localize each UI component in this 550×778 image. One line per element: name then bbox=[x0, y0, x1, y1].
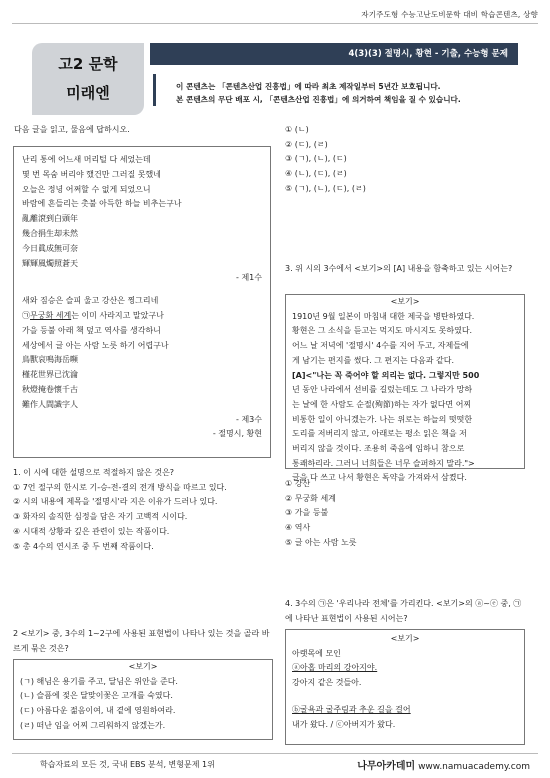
bogi-box-2 bbox=[13, 659, 273, 740]
bogi-line: 버리지 않을 것이다. 조용히 죽음에 임하니 참으로 bbox=[292, 444, 465, 454]
poem-line: 오늘은 정녕 어쩌할 수 없게 되었으니 bbox=[22, 184, 151, 194]
bogi-line: 년 동안 나라에서 선비를 길렀는데도 그 나라가 망하 bbox=[292, 385, 473, 395]
brand-url[interactable]: www.namuacademy.com bbox=[418, 762, 530, 772]
badge-title: 고2 문학 bbox=[58, 55, 118, 73]
poem-line: 몇 번 목숨 버리야 했건만 그러질 못했네 bbox=[22, 169, 161, 179]
poem-line: 槿花世界已沈淪 bbox=[22, 370, 78, 380]
poem-line: 今日眞成無可奈 bbox=[22, 243, 78, 253]
bogi-line: ⓐ아홉 마리의 강아지야. bbox=[292, 663, 378, 673]
option[interactable]: ④ (ㄴ), (ㄷ), (ㄹ) bbox=[285, 169, 347, 179]
bogi-line: 강아지 같은 것들아. bbox=[292, 678, 362, 688]
notice-line-1: 이 콘텐츠는 「콘텐츠산업 진흥법」에 따라 최초 제작일부터 5년간 보호됩니다. bbox=[176, 82, 441, 91]
top-caption: 자기주도형 수능고난도비문학 대비 학습콘텐츠, 상향 bbox=[361, 10, 538, 19]
poem-label-3: - 제3수 bbox=[236, 414, 262, 424]
bogi-line: 글을 다 쓰고 나서 황현은 독약을 가져와서 삼켰다. bbox=[292, 473, 467, 483]
question-2-options bbox=[285, 123, 525, 197]
question-3 bbox=[285, 262, 525, 277]
bogi-box-3 bbox=[285, 294, 525, 483]
poem-line-marked bbox=[22, 309, 262, 324]
poem-author: - 절명시, 황현 bbox=[212, 429, 262, 439]
option[interactable]: ⑤ (ㄱ), (ㄴ), (ㄷ), (ㄹ) bbox=[285, 183, 366, 193]
bogi-line: 황현은 그 소식을 듣고는 먹지도 마시지도 못하였다. bbox=[292, 326, 473, 336]
question-stem: 4. 3수의 ㉠은 '우리나라 전체'를 가리킨다. <보기>의 ⓐ~ⓔ 중, ㉠에 나타난 표현법이 사용된 시어는? bbox=[285, 599, 522, 623]
bogi-line: ⓑ굴욕과 굴주림과 추운 길을 걸어 bbox=[292, 704, 411, 714]
option[interactable]: ② 무궁화 세계 bbox=[285, 493, 336, 503]
option[interactable]: ③ 화자의 솔직한 심정을 담은 자기 고백적 시이다. bbox=[13, 512, 188, 522]
bogi-line: 1910년 9월 일본이 마침내 대한 제국을 병탄하였다. bbox=[292, 311, 475, 321]
poem-line: 秋燈掩卷懷千古 bbox=[22, 384, 78, 394]
bogi-line: 아랫목에 모인 bbox=[292, 648, 341, 658]
bogi-line: (ㄹ) 떠난 임을 어찌 그리워하지 않겠는가. bbox=[20, 720, 166, 730]
poem-line: 새와 짐승은 슬피 울고 강산은 찡그리네 bbox=[22, 296, 159, 306]
option[interactable]: ② (ㄷ), (ㄹ) bbox=[285, 139, 328, 149]
footer-tagline: 학습자료의 모든 것, 국내 EBS 분석, 변형문제 1위 bbox=[40, 760, 215, 769]
copyright-notice bbox=[176, 80, 516, 106]
poem-line: 가을 등불 아래 책 덮고 역사를 생각하니 bbox=[22, 325, 161, 335]
poem-line: 難作人間識字人 bbox=[22, 399, 78, 409]
option[interactable]: ④ 역사 bbox=[285, 523, 311, 533]
bogi-line: 도리를 저버리지 않고, 아래로는 평소 읽은 책을 저 bbox=[292, 429, 467, 439]
bogi-line: 게 남기는 편지를 썼다. 그 편지는 다음과 같다. bbox=[292, 355, 454, 365]
question-stem: 1. 이 시에 대한 설명으로 적절하지 않은 것은? bbox=[13, 468, 175, 477]
bogi-title: <보기> bbox=[390, 634, 420, 643]
question-2 bbox=[13, 627, 275, 656]
header-divider bbox=[12, 23, 538, 24]
mark-symbol: ㉠ bbox=[22, 310, 30, 320]
bogi-line: 비통한 일이 아니겠는가. 나는 위로는 하늘의 떳떳한 bbox=[292, 414, 473, 424]
poem-line: 鳥獸哀鳴海岳嚬 bbox=[22, 355, 78, 365]
bogi-line: (ㄴ) 슬픔에 젖은 달맞이꽃은 고개를 숙였다. bbox=[20, 691, 173, 701]
bogi-title: <보기> bbox=[390, 297, 420, 306]
option[interactable]: ④ 시대적 상황과 깊은 관련이 있는 작품이다. bbox=[13, 526, 170, 536]
question-3-options bbox=[285, 477, 525, 551]
bogi-line: 내가 왔다. / ⓒ아버지가 왔다. bbox=[292, 719, 396, 729]
option[interactable]: ③ (ㄱ), (ㄴ), (ㄷ) bbox=[285, 154, 347, 164]
poem-line: 바람에 흔들리는 촛불 아득한 하늘 비추는구나 bbox=[22, 199, 182, 209]
question-stem: 2 <보기> 중, 3수의 1~2구에 사용된 표현법이 나타나 있는 것을 골라 바르게 묶은 것은? bbox=[13, 629, 270, 653]
option[interactable]: ⑤ 총 4수의 연시조 중 두 번째 작품이다. bbox=[13, 541, 154, 551]
bogi-line: 통쾌하리라. 그러니 너희들은 너무 슬퍼하지 말라."> bbox=[292, 458, 475, 468]
poem-line: 輝輝風燭照蒼天 bbox=[22, 258, 78, 268]
footer-divider bbox=[12, 753, 538, 754]
option[interactable]: ① 강산 bbox=[285, 479, 311, 488]
badge-publisher: 미래엔 bbox=[66, 84, 110, 102]
subject-badge bbox=[32, 43, 144, 115]
notice-line-2: 본 콘텐츠의 무단 배포 시, 「콘텐츠산업 진흥법」에 의거하여 책임을 질 수 있습니다. bbox=[176, 95, 461, 104]
question-1 bbox=[13, 466, 275, 554]
poem-line: 亂離滾到白頭年 bbox=[22, 214, 78, 224]
option[interactable]: ③ 가을 등불 bbox=[285, 508, 329, 518]
bogi-title: <보기> bbox=[128, 662, 158, 671]
option[interactable]: ① (ㄴ) bbox=[285, 125, 309, 134]
notice-accent bbox=[153, 74, 156, 106]
poem-label-1: - 제1수 bbox=[236, 273, 262, 283]
option[interactable]: ① 7언 절구의 한시로 기-승-전-결의 전개 방식을 따르고 있다. bbox=[13, 482, 227, 492]
poem-line: 幾合捐生却未然 bbox=[22, 228, 78, 238]
brand-name: 나무아카데미 bbox=[357, 761, 416, 772]
bogi-line: (ㄷ) 아름다운 젊음이여, 내 곁에 영원하여라. bbox=[20, 706, 176, 716]
underlined-phrase: 무궁화 세계 bbox=[30, 310, 72, 320]
question-4 bbox=[285, 597, 525, 626]
option[interactable]: ② 시의 내용에 제목을 '절명시'라 지은 이유가 드러나 있다. bbox=[13, 497, 218, 507]
poem-box bbox=[13, 146, 271, 458]
bogi-line: 어느 날 저녁에 '절명시' 4수를 지어 두고, 자제들에 bbox=[292, 341, 469, 351]
bogi-line: [A]<"나는 꼭 죽어야 할 의리는 없다. 그렇지만 500 bbox=[292, 370, 480, 380]
instruction: 다음 글을 읽고, 물음에 답하시오. bbox=[14, 125, 130, 134]
bogi-spacer bbox=[292, 691, 518, 703]
poem-line: 세상에서 글 아는 사람 노릇 하기 어렵구나 bbox=[22, 340, 169, 350]
bogi-box-4 bbox=[285, 629, 525, 745]
topic-banner: 4(3)(3) 절명시, 황현 - 기출, 수능형 문제 bbox=[150, 43, 518, 65]
bogi-line: (ㄱ) 해님은 용기를 주고, 달님은 위안을 준다. bbox=[20, 676, 178, 686]
bogi-line: 는 날에 한 사람도 순절(殉節)하는 자가 없다면 어찌 bbox=[292, 399, 472, 409]
poem-line-rest: 는 이미 사라지고 말았구나 bbox=[71, 310, 164, 320]
question-stem: 3. 위 시의 3수에서 <보기>의 [A] 내용을 함축하고 있는 시어는? bbox=[285, 264, 513, 273]
footer-brand bbox=[357, 757, 530, 772]
poem-line: 난리 통에 어느새 머리털 다 세었는데 bbox=[22, 155, 151, 164]
option[interactable]: ⑤ 글 아는 사람 노릇 bbox=[285, 537, 357, 547]
